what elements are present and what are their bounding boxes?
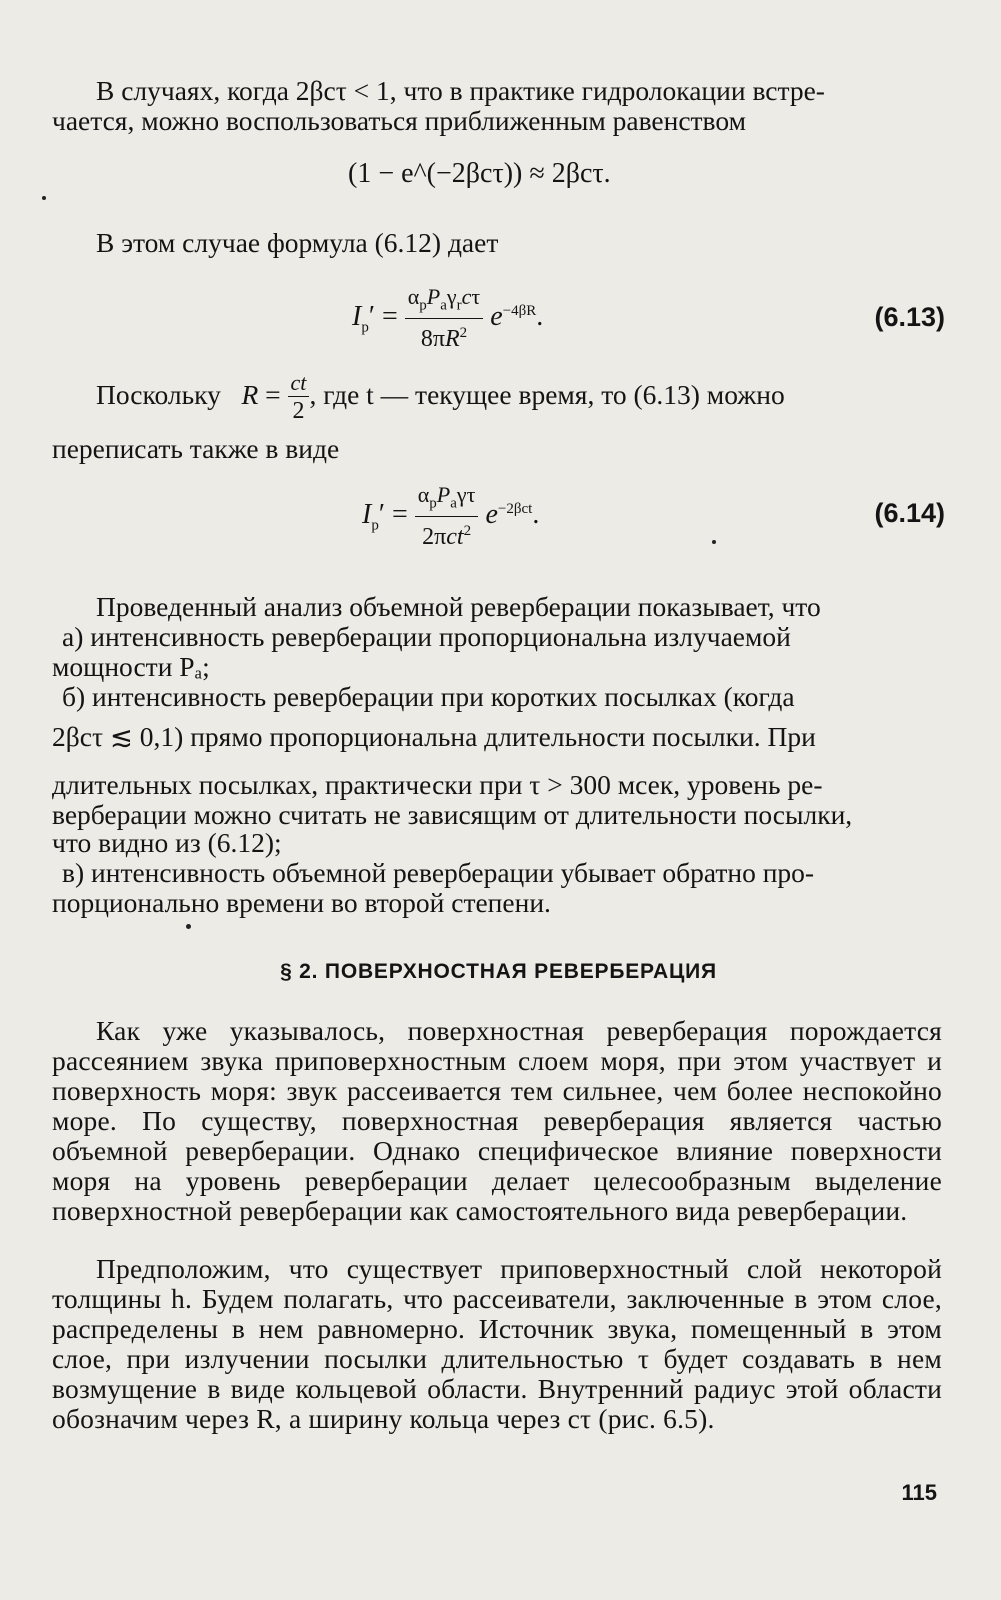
text-line: чается, можно воспользоваться приближенным равенством	[52, 105, 746, 136]
text-line: длительных посылках, практически при τ > 300 мсек, уровень ре-	[52, 769, 823, 800]
text-line: а) интенсивность реверберации пропорциональна излучаемой	[62, 621, 791, 652]
paragraph: Как уже указывалось, поверхностная реверберация порождается рассеянием звука приповерхностным слоем моря, при этом участвует и поверхность моря: звук рассеивается тем сильнее, чем более неспокойно море. По существу, поверхностная реверберация является частью объемной реверберации. Однако специфическое влияние поверхности моря на уровень реверберации делает целесообразным выделение поверхностной реверберации как самостоятельного вида реверберации.	[52, 1015, 942, 1226]
since-rest: , где t — текущее время, то (6.13) можно	[309, 378, 785, 410]
print-speck	[186, 924, 191, 929]
text-line: В случаях, когда 2βcτ < 1, что в практике гидролокации встре-	[96, 75, 825, 106]
text-line: верберации можно считать не зависящим от длительности посылки,	[52, 799, 853, 830]
since-word: Поскольку	[96, 378, 221, 410]
print-speck	[712, 540, 716, 544]
text-line: Проведенный анализ объемной реверберации показывает, что	[96, 591, 821, 622]
text-line: 2βcτ ≲ 0,1) прямо пропорциональна длительности посылки. При	[52, 721, 816, 752]
print-speck	[42, 196, 46, 200]
book-page	[52, 62, 945, 1562]
text-line: в) интенсивность объемной реверберации убывает обратно про-	[62, 857, 815, 888]
text-line: переписать также в виде	[52, 433, 340, 464]
text-line: В этом случае формула (6.12) дает	[96, 227, 499, 258]
equation-number: (6.14)	[874, 498, 945, 528]
equation-6-14: $I_р'$ = $\frac{\alpha_рP_а\gamma\tau}{2\pi ct^2}$ $e^{-2\beta ct}$.	[362, 482, 540, 551]
equation-6-13: $I_р'$ = $\frac{\alpha_рP_а\gamma_rc\tau}{8\pi R^2}$ $e^{-4\beta R}$.	[352, 284, 544, 353]
section-heading: § 2. ПОВЕРХНОСТНАЯ РЕВЕРБЕРАЦИЯ	[280, 960, 717, 983]
page-number: 115	[901, 1480, 937, 1505]
text-line: мощности Pₐ;	[52, 651, 210, 682]
text-line: порционально времени во второй степени.	[52, 887, 551, 918]
approx-equation: (1 − e^(−2βcτ)) ≈ 2βcτ.	[348, 158, 611, 189]
paragraph: Предположим, что существует приповерхностный слой некоторой толщины h. Будем полагать, что рассеиватели, заключенные в этом слое, распределены в нем равномерно. Источник звука, помещенный в этом слое, при излучении посылки длительностью τ будет создавать в нем возмущение в виде кольцевой области. Внутренний радиус этой области обозначим через R, а ширину кольца через cτ (рис. 6.5).	[52, 1253, 942, 1434]
equation-number: (6.13)	[874, 302, 945, 332]
text-line: б) интенсивность реверберации при коротких посылках (когда	[62, 681, 795, 712]
since-line: Поскольку R = $\frac{ct}{2}$ , где t — текущее время, то (6.13) можно	[96, 370, 785, 424]
text-line: что видно из (6.12);	[52, 827, 282, 858]
